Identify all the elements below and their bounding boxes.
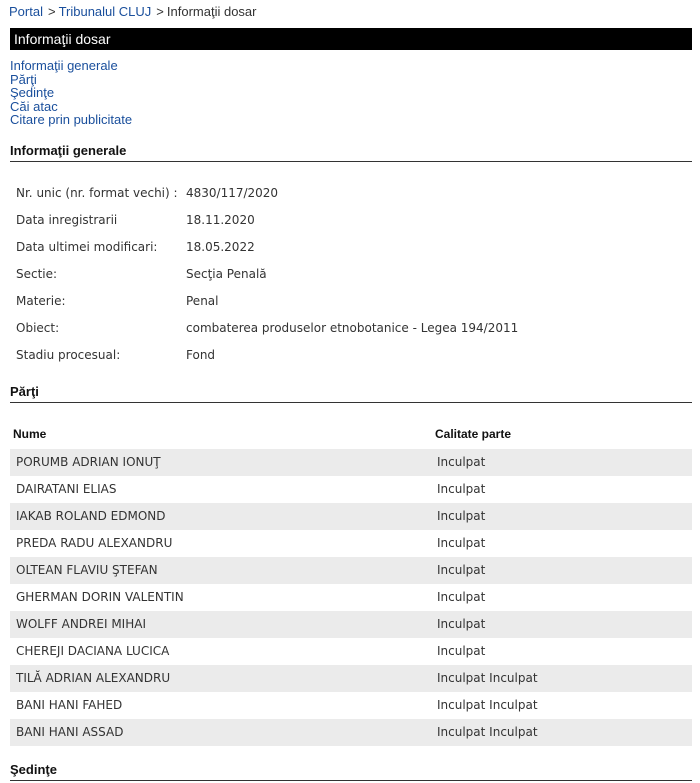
page-title: Informaţii dosar bbox=[10, 28, 692, 50]
party-name: WOLFF ANDREI MIHAI bbox=[16, 617, 146, 631]
party-name: IAKAB ROLAND EDMOND bbox=[16, 509, 166, 523]
info-row-obiect bbox=[0, 318, 700, 338]
nav-link-parti[interactable]: Părţi bbox=[10, 71, 37, 87]
breadcrumb bbox=[9, 4, 256, 20]
party-role: Inculpat bbox=[437, 455, 486, 469]
party-name: OLTEAN FLAVIU ŞTEFAN bbox=[16, 563, 158, 577]
nav-link-cai-atac[interactable]: Căi atac bbox=[10, 98, 58, 114]
info-row-data-ultimei-modificari bbox=[0, 237, 700, 257]
column-header-nume: Nume bbox=[13, 427, 47, 441]
table-row bbox=[10, 719, 692, 746]
party-name: CHEREJI DACIANA LUCICA bbox=[16, 644, 170, 658]
column-header-calitate-parte: Calitate parte bbox=[435, 427, 512, 441]
party-role: Inculpat bbox=[437, 536, 486, 550]
party-role: Inculpat bbox=[437, 563, 486, 577]
info-value: 18.05.2022 bbox=[186, 240, 255, 254]
nav-link-sedinte[interactable]: Şedinţe bbox=[10, 85, 55, 100]
info-row-materie bbox=[0, 291, 700, 311]
party-name: PREDA RADU ALEXANDRU bbox=[16, 536, 173, 550]
info-row-data-inregistrarii bbox=[0, 210, 700, 230]
info-value: Penal bbox=[186, 294, 219, 308]
party-role: Inculpat Inculpat bbox=[437, 698, 538, 712]
info-value: 4830/117/2020 bbox=[186, 186, 279, 200]
breadcrumb-link-portal[interactable]: Portal bbox=[9, 4, 43, 19]
nav-link-informatii-generale[interactable]: Informaţii generale bbox=[10, 58, 118, 73]
party-role: Inculpat bbox=[437, 644, 486, 658]
party-role: Inculpat Inculpat bbox=[437, 725, 538, 739]
info-row-nr-unic bbox=[0, 183, 700, 203]
party-name: BANI HANI FAHED bbox=[16, 698, 123, 712]
breadcrumb-current: Informaţii dosar bbox=[166, 4, 257, 19]
party-role: Inculpat bbox=[437, 482, 486, 496]
party-name: DAIRATANI ELIAS bbox=[16, 482, 117, 496]
info-label: Obiect: bbox=[16, 321, 60, 335]
nav-link-citare-prin-publicitate[interactable]: Citare prin publicitate bbox=[10, 112, 133, 127]
info-value: 18.11.2020 bbox=[186, 213, 255, 227]
section-heading-parti: Părţi bbox=[10, 384, 692, 403]
party-name: PORUMB ADRIAN IONUŢ bbox=[16, 455, 161, 469]
info-value: Secţia Penală bbox=[186, 267, 267, 281]
table-row bbox=[10, 665, 692, 692]
party-role: Inculpat bbox=[437, 509, 486, 523]
info-label: Nr. unic (nr. format vechi) : bbox=[16, 186, 178, 200]
breadcrumb-link-court[interactable]: Tribunalul CLUJ bbox=[58, 4, 152, 19]
party-name: BANI HANI ASSAD bbox=[16, 725, 124, 739]
party-role: Inculpat Inculpat bbox=[437, 671, 538, 685]
breadcrumb-separator: > bbox=[156, 4, 164, 19]
party-name: TILĂ ADRIAN ALEXANDRU bbox=[16, 671, 171, 685]
party-name: GHERMAN DORIN VALENTIN bbox=[16, 590, 184, 604]
section-heading-informatii-generale: Informaţii generale bbox=[10, 143, 692, 162]
info-label: Materie: bbox=[16, 294, 66, 308]
table-row bbox=[10, 638, 692, 665]
section-nav bbox=[10, 59, 132, 127]
info-value: Fond bbox=[186, 348, 216, 362]
section-heading-sedinte: Şedinţe bbox=[10, 762, 692, 781]
table-row bbox=[10, 530, 692, 557]
table-row bbox=[10, 611, 692, 638]
info-label: Data inregistrarii bbox=[16, 213, 118, 227]
table-row bbox=[10, 503, 692, 530]
info-label: Stadiu procesual: bbox=[16, 348, 121, 362]
info-row-sectie bbox=[0, 264, 700, 284]
info-row-stadiu-procesual bbox=[0, 345, 700, 365]
party-role: Inculpat bbox=[437, 617, 486, 631]
table-row bbox=[10, 476, 692, 503]
table-row bbox=[10, 692, 692, 719]
party-role: Inculpat bbox=[437, 590, 486, 604]
breadcrumb-separator: > bbox=[47, 4, 56, 19]
table-row bbox=[10, 557, 692, 584]
table-row bbox=[10, 449, 692, 476]
info-label: Sectie: bbox=[16, 267, 58, 281]
table-row bbox=[10, 584, 692, 611]
info-label: Data ultimei modificari: bbox=[16, 240, 158, 254]
info-value: combaterea produselor etnobotanice - Legea 194/2011 bbox=[186, 321, 519, 335]
parti-table-header bbox=[10, 426, 692, 446]
